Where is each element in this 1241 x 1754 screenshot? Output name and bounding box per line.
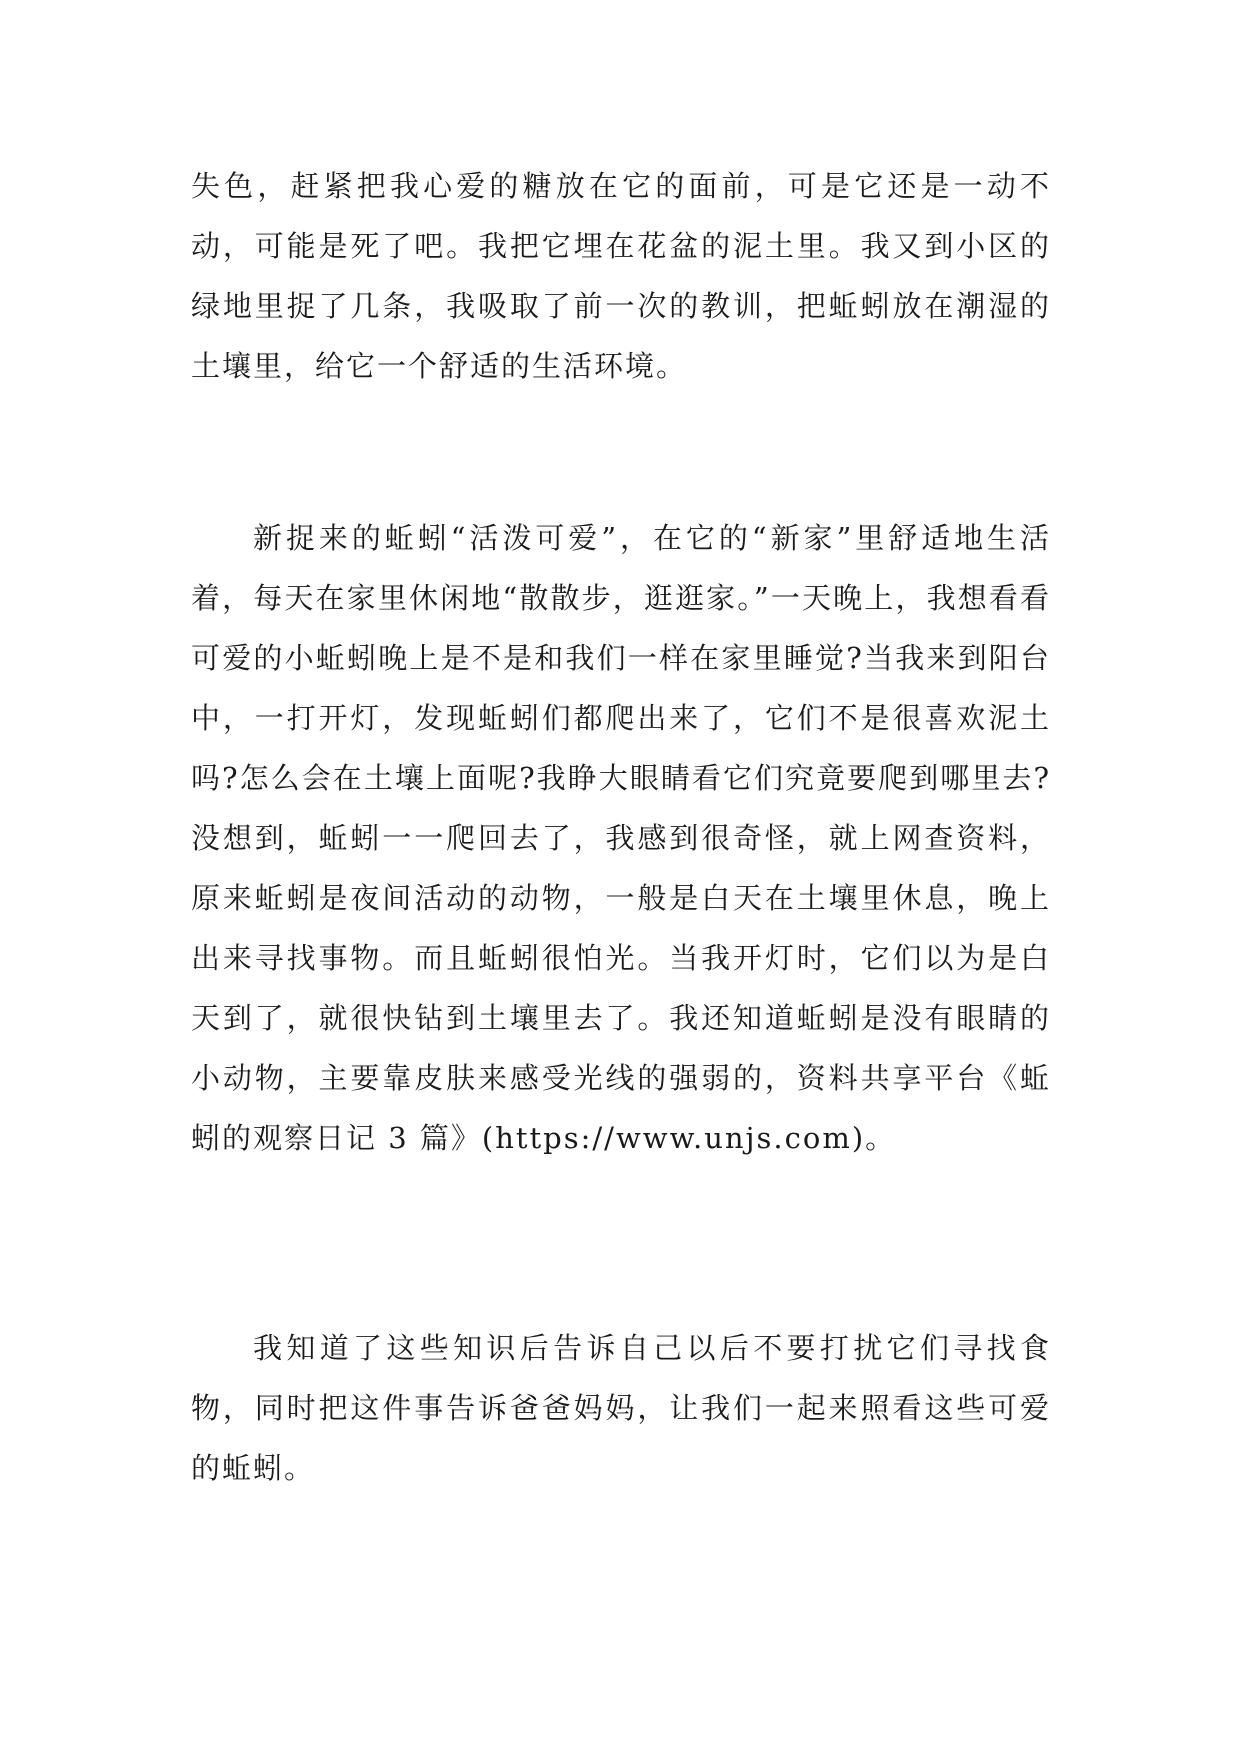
- paragraph-night-observation: 新捉来的蚯蚓“活泼可爱”，在它的“新家”里舒适地生活着，每天在家里休闲地“散散步，逛逛家。”一天晚上，我想看看可爱的小蚯蚓晚上是不是和我们一样在家里睡觉?当我来到阳台中，一打开灯，发现蚯蚓们都爬出来了，它们不是很喜欢泥土吗?怎么会在土壤上面呢?我睁大眼睛看它们究竟要爬到哪里去?没想到，蚯蚓一一爬回去了，我感到很奇怪，就上网查资料，原来蚯蚓是夜间活动的动物，一般是白天在土壤里休息，晚上出来寻找事物。而且蚯蚓很怕光。当我开灯时，它们以为是白天到了，就很快钻到土壤里去了。我还知道蚯蚓是没有眼睛的小动物，主要靠皮肤来感受光线的强弱的，资料共享平台《蚯蚓的观察日记 3 篇》(https://www.unjs.com)。: [191, 521, 1051, 1155]
- paragraph-continuation: 失色，赶紧把我心爱的糖放在它的面前，可是它还是一动不动，可能是死了吧。我把它埋在花盆的泥土里。我又到小区的绿地里捉了几条，我吸取了前一次的教训，把蚯蚓放在潮湿的土壤里，给它一个舒适的生活环境。: [191, 169, 1051, 383]
- paragraph-conclusion: 我知道了这些知识后告诉自己以后不要打扰它们寻找食物，同时把这件事告诉爸爸妈妈，让我们一起来照看这些可爱的蚯蚓。: [191, 1331, 1051, 1485]
